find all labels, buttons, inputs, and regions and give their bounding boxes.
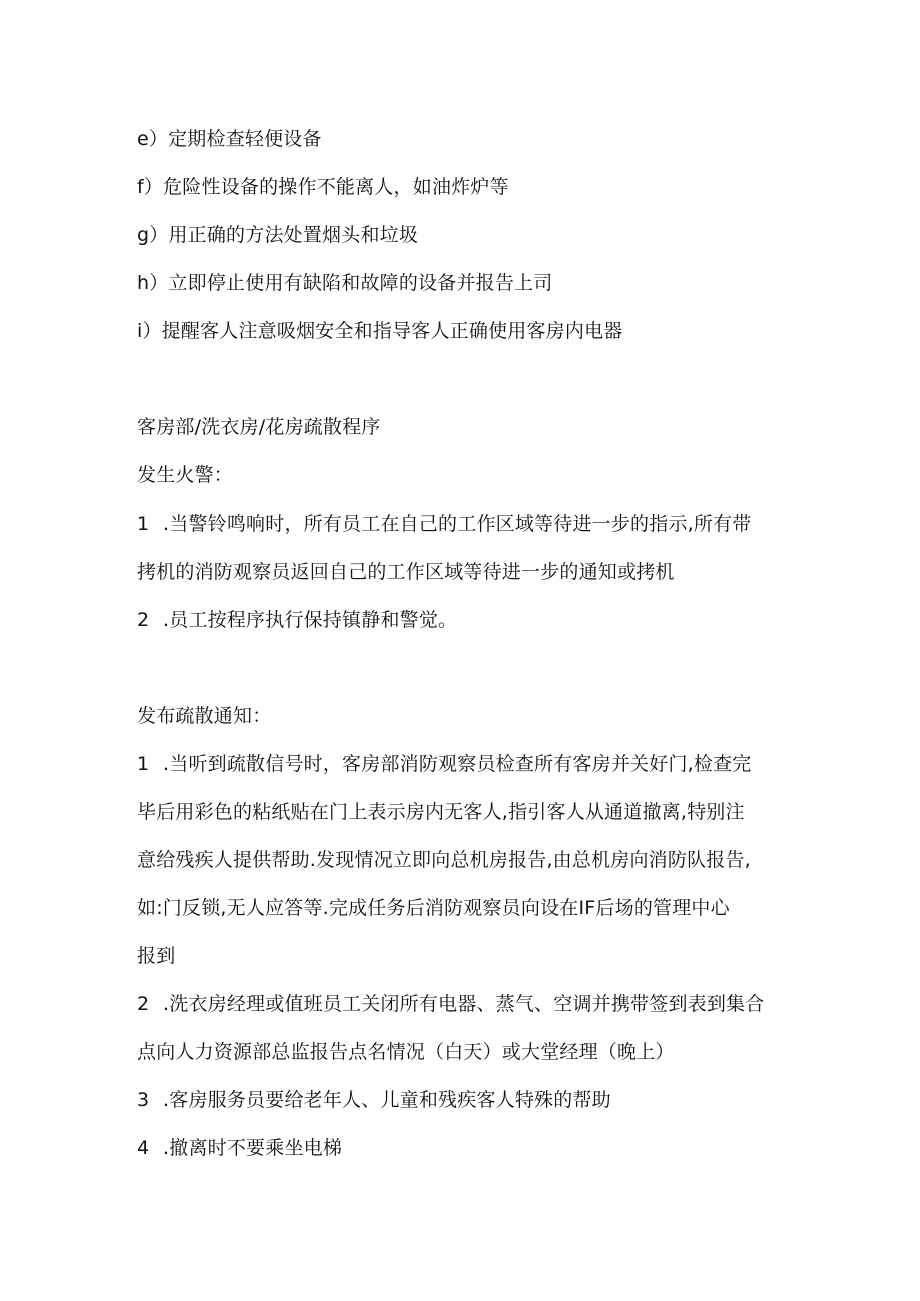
- fire-alarm-item-1-line-1: [137, 511, 797, 537]
- list-item-f: f）危险性设备的操作不能离人，如油炸炉等: [137, 176, 509, 198]
- fire-alarm-item-1-line-2: 拷机的消防观察员返回自己的工作区域等待进一步的通知或拷机: [137, 561, 675, 583]
- fire-alarm-item-2: [137, 607, 797, 633]
- item-number: 2: [137, 609, 150, 631]
- list-item-e: e）定期检查轻便设备: [137, 128, 322, 150]
- item-number: 1: [137, 753, 150, 775]
- item-number: 3: [137, 1089, 150, 1111]
- fire-alarm-heading: 发生火警：: [137, 464, 234, 486]
- evacuation-item-2-line-2: 点向人力资源部总监报告点名情况（白天）或大堂经理（晚上）: [137, 1041, 675, 1063]
- evacuation-item-1-line-5: 报到: [137, 945, 176, 967]
- item-text: .撤离时不要乘坐电梯: [163, 1137, 343, 1159]
- evacuation-item-3: [137, 1087, 797, 1113]
- evacuation-item-1-line-2: 毕后用彩色的粘纸贴在门上表示房内无客人,指引客人从通道撤离,特别注: [137, 801, 745, 823]
- item-text: .客房服务员要给老年人、儿童和残疾客人特殊的帮助: [163, 1089, 611, 1111]
- list-item-g: g）用正确的方法处置烟头和垃圾: [137, 224, 419, 246]
- item-text: .洗衣房经理或值班员工关闭所有电器、蒸气、空调并携带签到表到集合: [163, 993, 765, 1015]
- evacuation-item-1-line-1: [137, 751, 797, 777]
- item-text: .当听到疏散信号时，客房部消防观察员检查所有客房并关好门,检查完: [163, 753, 752, 775]
- evacuation-item-1-line-3: 意给残疾人提供帮助.发现情况立即向总机房报告,由总机房向消防队报告,: [137, 849, 751, 871]
- item-number: 2: [137, 993, 150, 1015]
- list-item-i: i）提醒客人注意吸烟安全和指导客人正确使用客房内电器: [137, 320, 623, 342]
- item-text: .员工按程序执行保持镇静和警觉。: [163, 609, 458, 631]
- item-number: 4: [137, 1137, 150, 1159]
- evacuation-heading: 发布疏散通知：: [137, 705, 272, 727]
- evacuation-item-2-line-1: [137, 991, 797, 1017]
- section-title: 客房部/洗衣房/花房疏散程序: [137, 416, 381, 438]
- evacuation-item-1-line-4: 如:门反锁,无人应答等.完成任务后消防观察员向设在IF后场的管理中心: [137, 897, 730, 919]
- item-text: .当警铃鸣响时，所有员工在自己的工作区域等待进一步的指示,所有带: [163, 513, 752, 535]
- list-item-h: h）立即停止使用有缺陷和故障的设备并报告上司: [137, 272, 553, 294]
- evacuation-item-4: [137, 1135, 797, 1161]
- item-number: 1: [137, 513, 150, 535]
